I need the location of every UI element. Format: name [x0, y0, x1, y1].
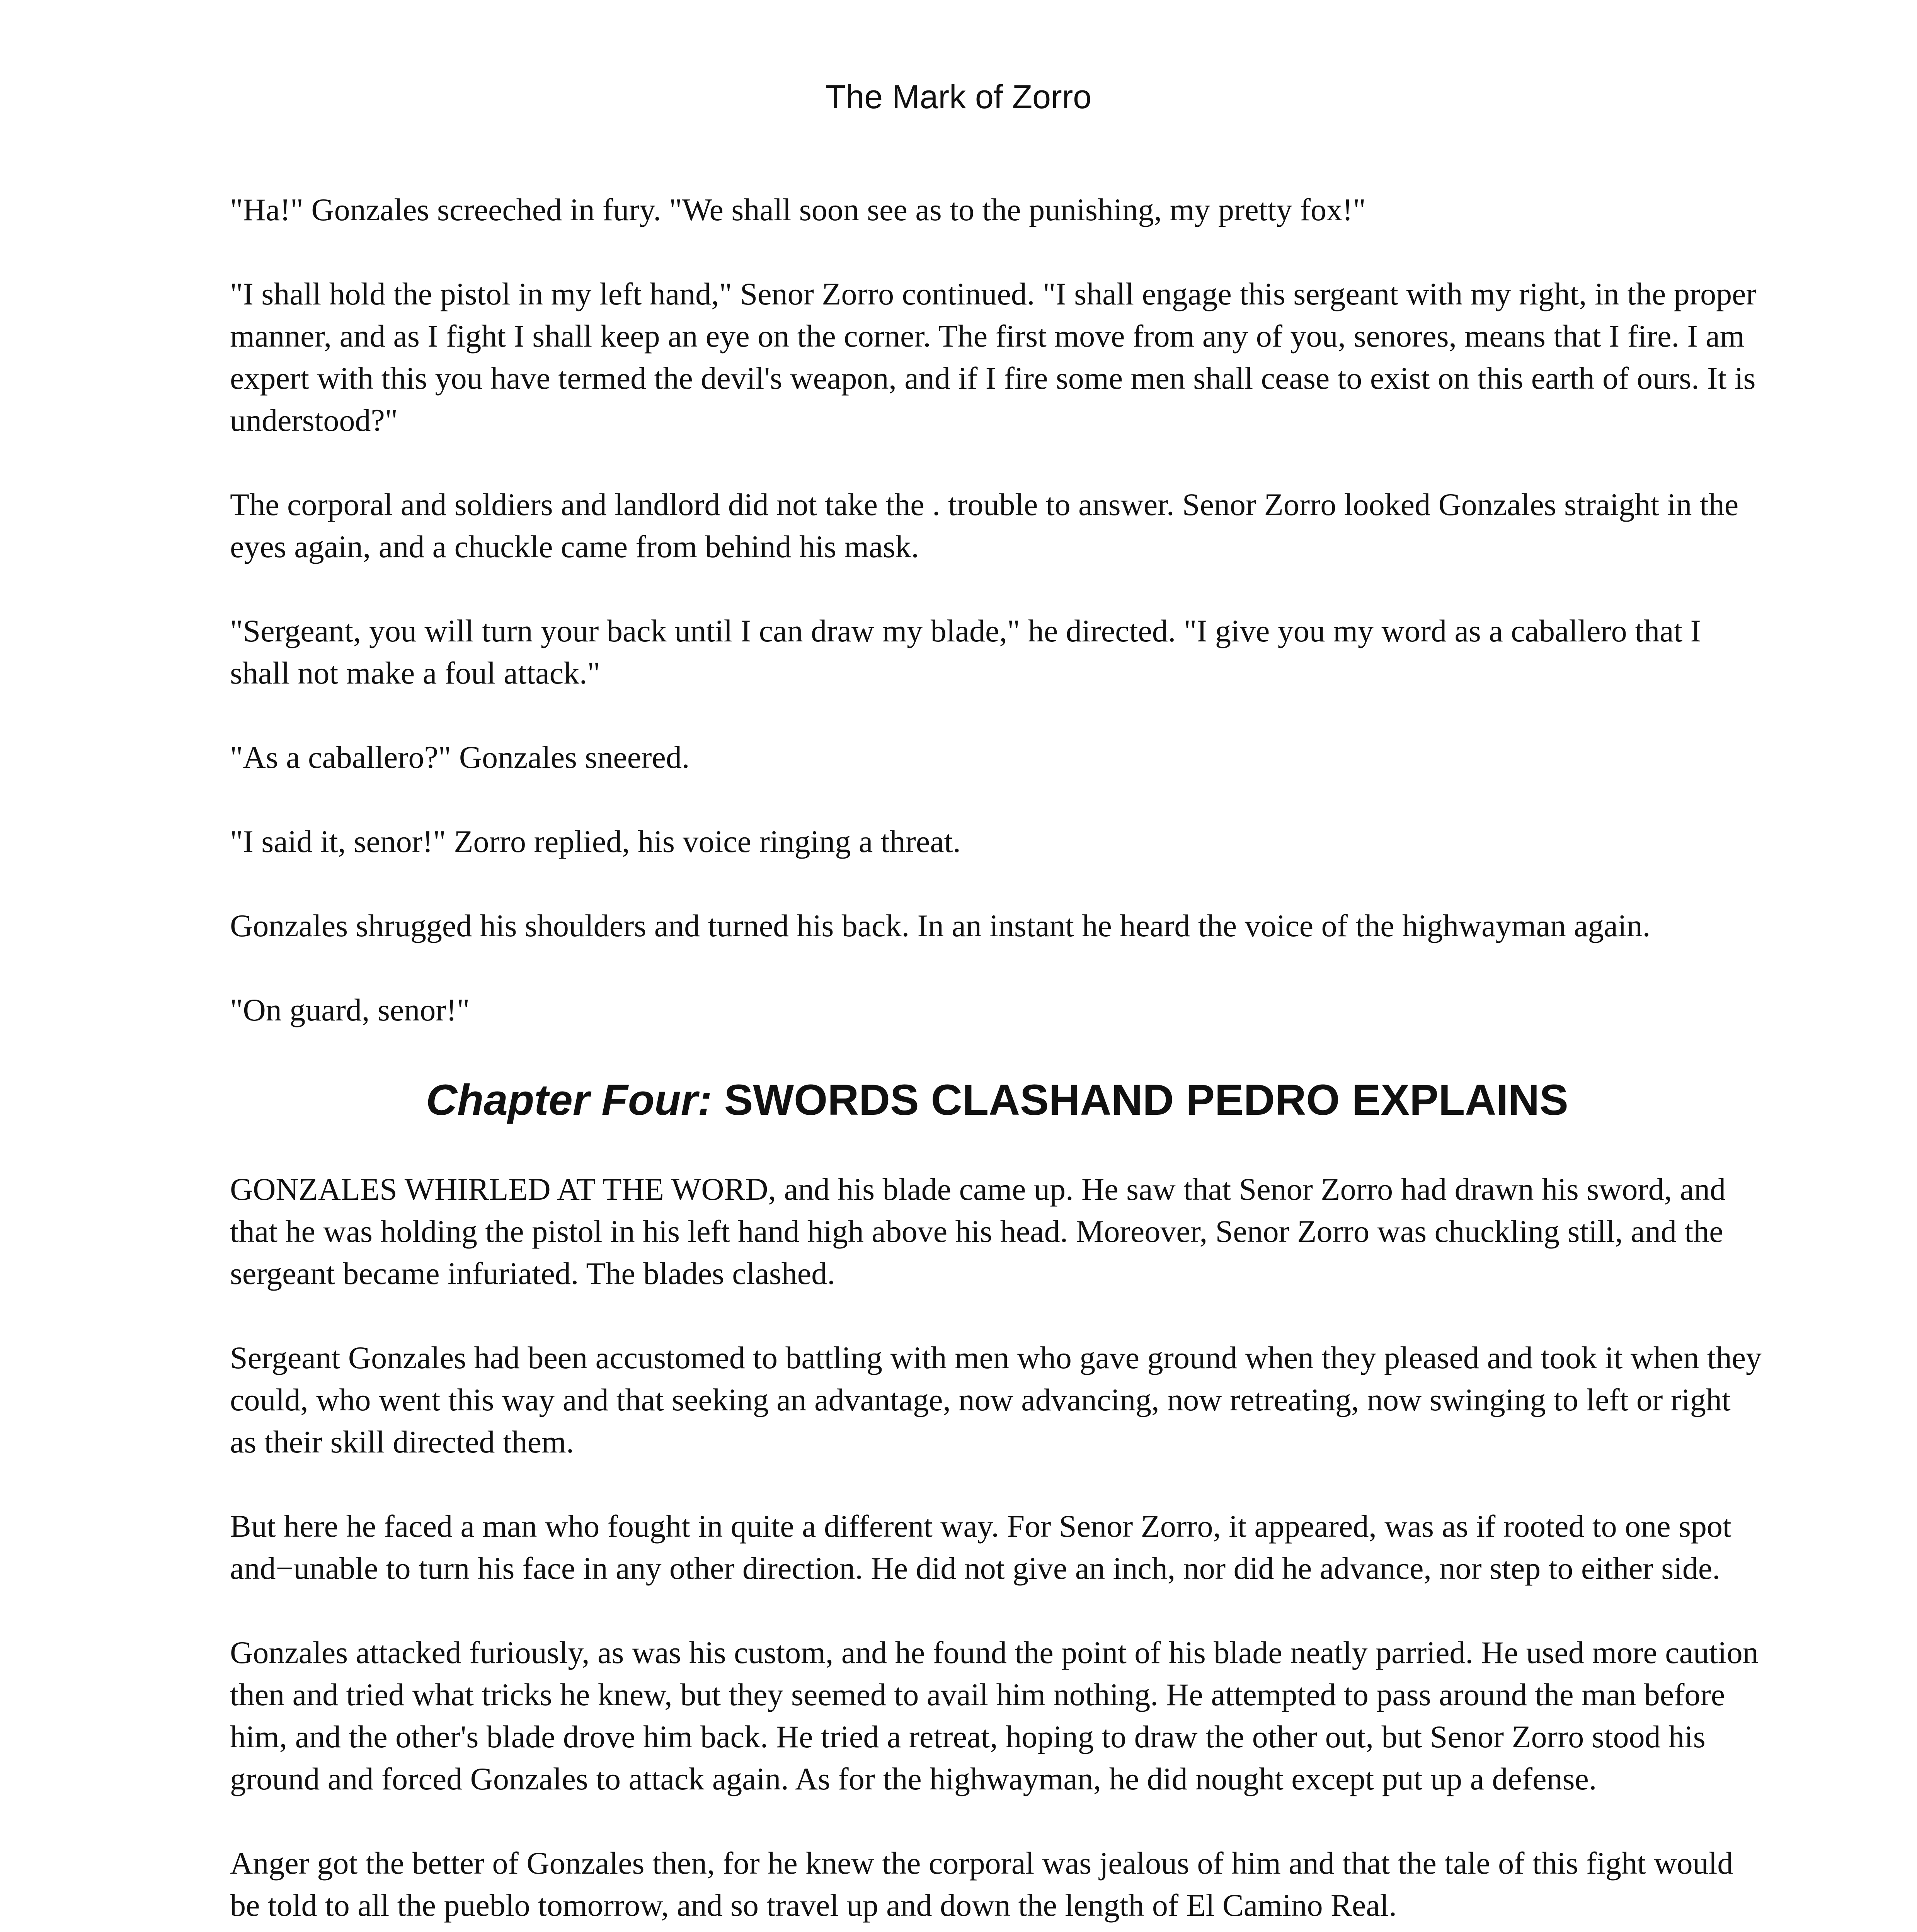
paragraph: "As a caballero?" Gonzales sneered. [230, 740, 690, 775]
paragraph: "On guard, senor!" [230, 992, 470, 1027]
chapter-number: Chapter Four: [426, 1076, 712, 1124]
page-body [230, 189, 1764, 1932]
paragraph: "Ha!" Gonzales screeched in fury. "We shall soon see as to the punishing, my pretty fox!" [230, 192, 1366, 227]
paragraph: "Sergeant, you will turn your back until I can draw my blade," he directed. "I give you my word as a caballero that I shall not make a foul attack." [230, 613, 1701, 690]
paragraph: Sergeant Gonzales had been accustomed to battling with men who gave ground when they pleased and took it when they could, who went this way and that seeking an advantage, now advancing, now retreating, now swinging to left or right as their skill directed them. [230, 1340, 1762, 1459]
paragraph: Gonzales shrugged his shoulders and turned his back. In an instant he heard the voice of the highwayman again. [230, 908, 1651, 943]
chapter-title: SWORDS CLASHAND PEDRO EXPLAINS [724, 1076, 1568, 1124]
paragraph: The corporal and soldiers and landlord did not take the . trouble to answer. Senor Zorro looked Gonzales straight in the eyes again, and a chuckle came from behind his mask. [230, 487, 1739, 564]
paragraph: Gonzales attacked furiously, as was his custom, and he found the point of his blade neatly parried. He used more caution then and tried what tricks he knew, but they seemed to avail him nothing. He attempted to pass around the man before him, and the other's blade drove him back. He tried a retreat, hoping to draw the other out, but Senor Zorro stood his ground and forced Gonzales to attack again. As for the highwayman, he did nought except put up a defense. [230, 1635, 1759, 1796]
running-head-title: The Mark of Zorro [825, 78, 1092, 116]
paragraph: GONZALES WHIRLED AT THE WORD, and his blade came up. He saw that Senor Zorro had drawn his sword, and that he was holding the pistol in his left hand high above his head. Moreover, Senor Zorro was chuckling still, and the sergeant became infuriated. The blades clashed. [230, 1172, 1726, 1291]
paragraph: Anger got the better of Gonzales then, for he knew the corporal was jealous of him and that the tale of this fight would be told to all the pueblo tomorrow, and so travel up and down the length of El Camino Real. [230, 1845, 1733, 1923]
paragraph: "I shall hold the pistol in my left hand," Senor Zorro continued. "I shall engage this sergeant with my right, in the proper manner, and as I fight I shall keep an eye on the corner. The first move from any of you, senores, means that I fire. I am expert with this you have termed the devil's weapon, and if I fire some men shall cease to exist on this earth of ours. It is understood?" [230, 276, 1757, 438]
paragraph: "I said it, senor!" Zorro replied, his voice ringing a threat. [230, 824, 961, 859]
chapter-heading [230, 1073, 1764, 1127]
paragraph: But here he faced a man who fought in quite a different way. For Senor Zorro, it appeared, was as if rooted to one spot and−unable to turn his face in any other direction. He did not give an inch, nor did he advance, nor step to either side. [230, 1509, 1731, 1586]
